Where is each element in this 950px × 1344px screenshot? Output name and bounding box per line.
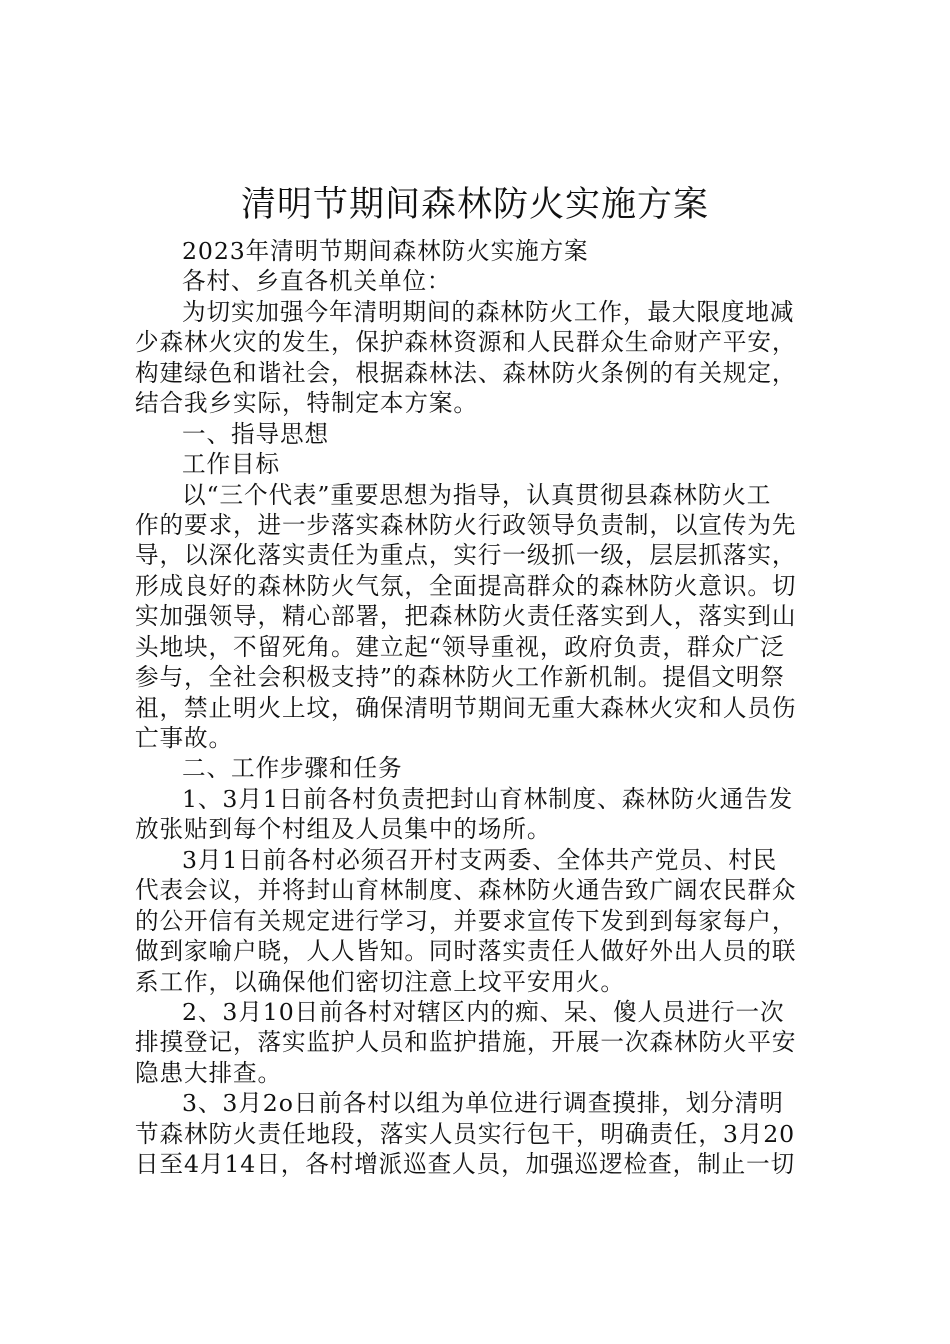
text-line: 导，以深化落实责任为重点，实行一级抓一级，层层抓落实， <box>135 541 797 570</box>
text-line: 排摸登记，落实监护人员和监护措施，开展一次森林防火平安 <box>135 1028 797 1057</box>
text-line: 放张贴到每个村组及人员集中的场所。 <box>135 815 552 844</box>
document-title: 清明节期间森林防火实施方案 <box>240 185 709 225</box>
text-line: 日至4月14日，各村增派巡查人员，加强巡逻检查，制止一切 <box>135 1150 796 1179</box>
text-line: 代表会议，并将封山育林制度、森林防火通告致广阔农民群众 <box>135 876 797 905</box>
text-line: 二、工作步骤和任务 <box>182 754 403 783</box>
text-line: 以“三个代表”重要思想为指导，认真贯彻县森林防火工 <box>182 480 772 509</box>
text-line: 祖，禁止明火上坟，确保清明节期间无重大森林火灾和人员伤 <box>135 693 797 722</box>
text-line: 隐患大排查。 <box>135 1058 282 1087</box>
text-line: 参与，全社会积极支持”的森林防火工作新机制。提倡文明祭 <box>135 663 785 692</box>
text-line: 形成良好的森林防火气氛，全面提高群众的森林防火意识。切 <box>135 571 797 600</box>
text-line: 做到家喻户晓，人人皆知。同时落实责任人做好外出人员的联 <box>135 937 797 966</box>
text-line: 工作目标 <box>182 450 280 479</box>
text-line: 节森林防火责任地段，落实人员实行包干，明确责任，3月20 <box>135 1119 796 1148</box>
text-line: 亡事故。 <box>135 724 233 752</box>
text-line: 各村、乡直各机关单位： <box>182 267 452 296</box>
text-line: 为切实加强今年清明期间的森林防火工作，最大限度地减 <box>182 297 795 326</box>
text-line: 构建绿色和谐社会，根据森林法、森林防火条例的有关规定， <box>135 358 797 387</box>
text-line: 少森林火灾的发生，保护森林资源和人民群众生命财产平安， <box>135 328 797 357</box>
text-line: 3月1日前各村必须召开村支两委、全体共产党员、村民 <box>182 845 778 874</box>
document-body <box>135 236 835 1180</box>
text-line: 系工作，以确保他们密切注意上坟平安用火。 <box>135 967 625 996</box>
text-line: 实加强领导，精心部署，把森林防火责任落实到人，落实到山 <box>135 602 797 631</box>
text-line: 一、指导思想 <box>182 419 329 448</box>
text-line: 作的要求，进一步落实森林防火行政领导负责制，以宣传为先 <box>135 510 797 539</box>
text-line: 1、3月1日前各村负责把封山育林制度、森林防火通告发 <box>182 784 794 813</box>
text-line: 结合我乡实际，特制定本方案。 <box>135 389 478 418</box>
text-line: 头地块，不留死角。建立起“领导重视，政府负责，群众广泛 <box>135 632 785 661</box>
text-line: 的公开信有关规定进行学习，并要求宣传下发到到每家每户， <box>135 906 797 935</box>
text-line: 3、3月2o日前各村以组为单位进行调查摸排，划分清明 <box>182 1089 784 1118</box>
text-line: 2023年清明节期间森林防火实施方案 <box>182 237 589 265</box>
text-line: 2、3月10日前各村对辖区内的痴、呆、傻人员进行一次 <box>182 997 785 1026</box>
